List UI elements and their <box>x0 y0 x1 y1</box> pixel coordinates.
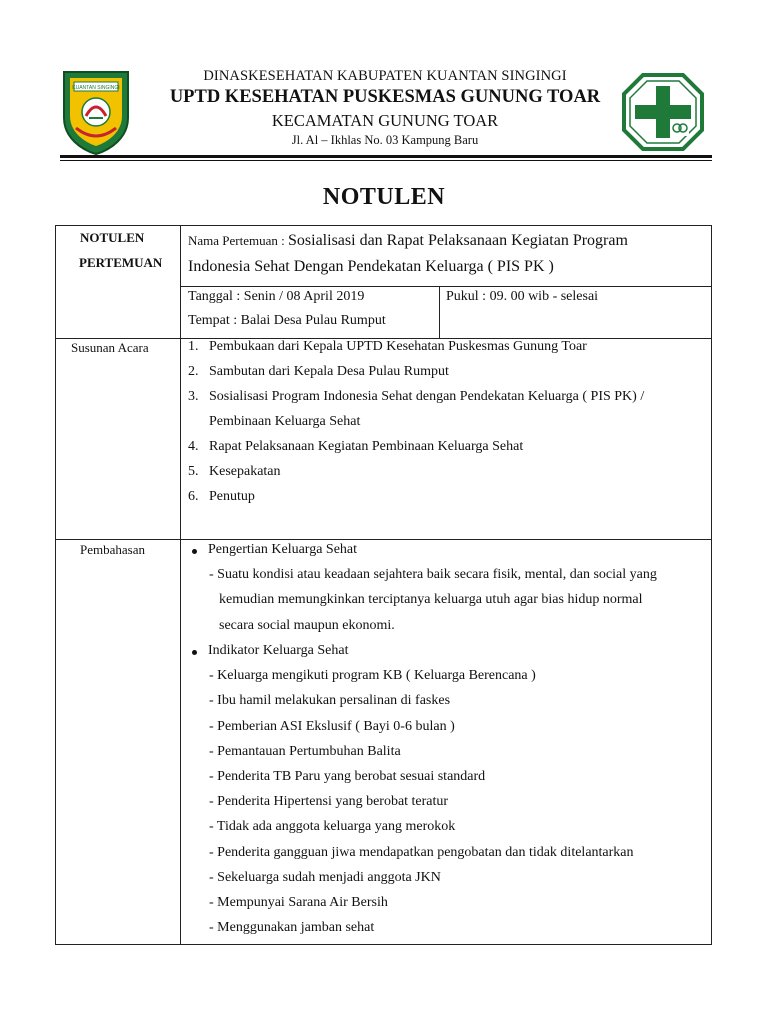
indicator-item: - Pemantauan Pertumbuhan Balita <box>209 744 401 759</box>
bullet-icon <box>192 650 197 655</box>
document-title: NOTULEN <box>322 184 446 210</box>
definition-line: kemudian memungkinkan terciptanya keluarga utuh agar bias hidup normal <box>219 592 643 607</box>
indicator-item: - Tidak ada anggota keluarga yang merokok <box>209 819 456 834</box>
letterhead-divider-thick <box>60 155 712 158</box>
definition-line: secara social maupun ekonomi. <box>219 618 395 633</box>
discussion-topic-definition: Pengertian Keluarga Sehat <box>208 542 358 557</box>
definition-line: - Suatu kondisi atau keadaan sejahtera baik secara fisik, mental, dan social yang <box>209 567 657 582</box>
svg-text:KUANTAN SINGINGI: KUANTAN SINGINGI <box>72 85 120 91</box>
letterhead-district: KECAMATAN GUNUNG TOAR <box>271 111 499 130</box>
discussion-label: Pembahasan <box>80 542 145 557</box>
indicator-item: - Pemberian ASI Ekslusif ( Bayi 0-6 bulan ) <box>209 719 455 734</box>
indicator-item: - Penderita TB Paru yang berobat sesuai standard <box>209 769 486 784</box>
meeting-time: Pukul : 09. 00 wib - selesai <box>446 289 599 304</box>
meeting-date: Tanggal : Senin / 08 April 2019 <box>188 289 365 304</box>
puskesmas-logo-icon <box>621 72 705 152</box>
meeting-name-value-continued: Indonesia Sehat Dengan Pendekatan Keluarga ( PIS PK ) <box>188 258 554 275</box>
table-cell-divider <box>439 286 440 338</box>
letterhead-divider-thin <box>60 160 712 161</box>
table-row-divider <box>55 539 712 540</box>
meeting-name-label: Nama Pertemuan : <box>188 233 288 248</box>
agenda-label: Susunan Acara <box>71 340 149 355</box>
meeting-header-line1: NOTULEN <box>80 230 145 245</box>
discussion-topic-indicators: Indikator Keluarga Sehat <box>208 643 349 658</box>
bullet-icon <box>192 549 197 554</box>
indicator-item: - Penderita gangguan jiwa mendapatkan pengobatan dan tidak ditelantarkan <box>209 845 634 860</box>
kuantan-singingi-emblem-icon <box>60 68 132 156</box>
meeting-name <box>188 233 628 249</box>
letterhead-agency: DINASKESEHATAN KABUPATEN KUANTAN SINGINGI <box>203 68 567 84</box>
table-column-divider <box>180 225 181 945</box>
minutes-table <box>55 225 712 945</box>
meeting-name-value: Sosialisasi dan Rapat Pelaksanaan Kegiatan Program <box>288 232 628 249</box>
letterhead-address: Jl. Al – Ikhlas No. 03 Kampung Baru <box>291 133 479 147</box>
letterhead-institution: UPTD KESEHATAN PUSKESMAS GUNUNG TOAR <box>169 87 601 107</box>
indicator-item: - Mempunyai Sarana Air Bersih <box>209 895 388 910</box>
table-row-divider <box>180 286 712 287</box>
letterhead <box>0 0 768 170</box>
indicator-item: - Penderita Hipertensi yang berobat teratur <box>209 794 449 809</box>
indicator-item: - Menggunakan jamban sehat <box>209 920 375 935</box>
indicator-item: - Keluarga mengikuti program KB ( Keluarga Berencana ) <box>209 668 536 683</box>
indicator-item: - Ibu hamil melakukan persalinan di faskes <box>209 693 451 708</box>
indicator-item: - Sekeluarga sudah menjadi anggota JKN <box>209 870 441 885</box>
meeting-place: Tempat : Balai Desa Pulau Rumput <box>188 313 386 328</box>
meeting-header-line2: PERTEMUAN <box>79 255 163 270</box>
